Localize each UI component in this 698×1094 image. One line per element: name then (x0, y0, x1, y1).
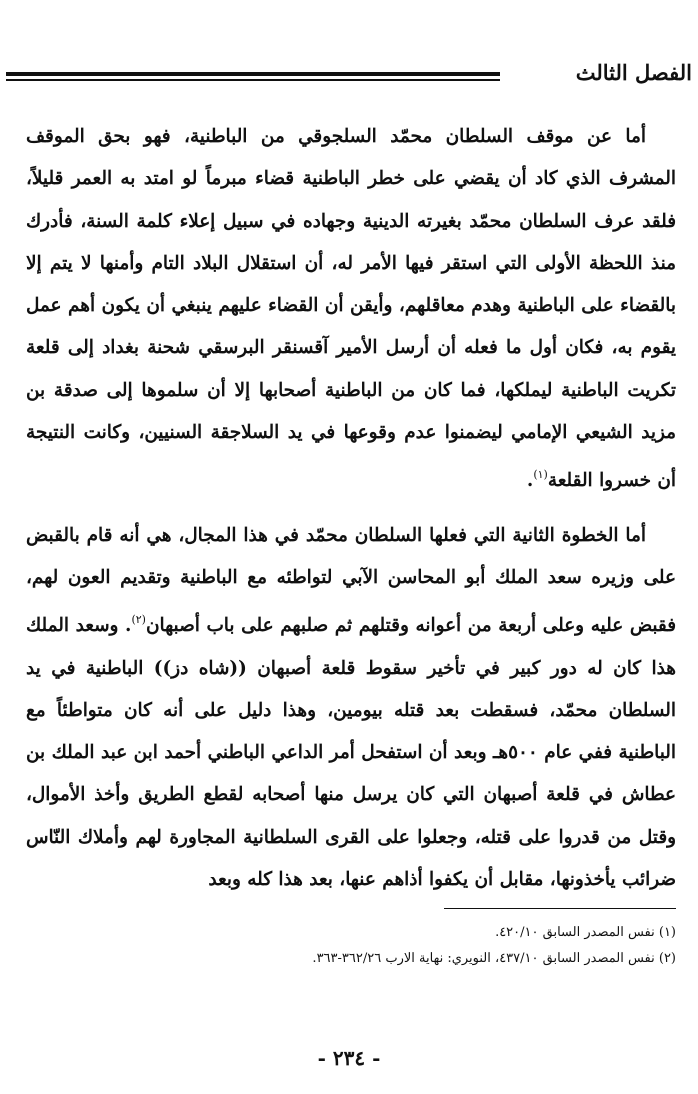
footnote-separator (444, 908, 676, 909)
header-rule-thick (6, 72, 500, 76)
page-number: - ٢٣٤ - (317, 1046, 381, 1070)
body-text (26, 116, 676, 901)
page-header (6, 58, 692, 94)
footnote-ref-1[interactable]: (١) (533, 468, 548, 482)
paragraph-1-text: أما عن موقف السلطان محمّد السلجوقي من الباطنية، فهو بحق الموقف المشرف الذي كاد أن يقضي على خطر الباطنية قضاء مبرماً لو امتد به العمر قليلاً، فلقد عرف السلطان محمّد بغيرته الدينية وجهاده في سبيل إعلاء كلمة السنة، فأدرك منذ اللحظة الأولى التي استقر فيها الأمر له، أن استقلال البلاد التام وأمنها لا يتم إلا بالقضاء على الباطنية وهدم معاقلهم، وأيقن أن القضاء عليهم ينبغي أن يكون أهم عمل يقوم به، فكان أول ما فعله أن أرسل الأمير آقسنقر البرسقي شحنة بغداد إلى قلعة تكريت الباطنية ليملكها، فما كان من الباطنية أصحابها إلا أن سلموها إلى صدقة بن مزيد الشيعي الإمامي ليضمنوا عدم وقوعها في يد السلاجقة السنيين، وكانت النتيجة أن خسروا القلعة (26, 126, 676, 492)
paragraph-2-text: أما الخطوة الثانية التي فعلها السلطان محمّد في هذا المجال، هي أنه قام بالقبض على وزيره سعد الملك أبو المحاسن الآبي لتواطئه مع الباطنية وتقديم العون لهم، فقبض عليه وعلى أربعة من أعوانه وقتلهم ثم صلبهم على باب أصبهان (26, 524, 676, 637)
paragraph-2 (26, 515, 676, 902)
header-double-rule (6, 72, 500, 84)
paragraph-2-end: . وسعد الملك هذا كان له دور كبير في تأخير سقوط قلعة أصبهان ((شاه دز)) الباطنية في يد السلطان محمّد، فسقطت بعد قتله بيومين، وهذا دليل على أنه كان متواطئاً مع الباطنية ففي عام ٥٠٠هـ وبعد أن استفحل أمر الداعي الباطني أحمد ابن عبد الملك بن عطاش في قلعة أصبهان التي كان يرسل منها أصحابه لقطع الطريق وأخذ الأموال، وقتل من قدروا على قتله، وجعلوا على القرى السلطانية المجاورة لهم وأملاك النّاس ضرائب يأخذونها، مقابل أن يكفوا أذاهم عنها، بعد هذا كله وبعد (26, 615, 677, 891)
footnote-2: (٢) نفس المصدر السابق ٤٣٧/١٠، النويري: نهاية الارب ٣٦٢/٢٦-٣٦٣. (312, 951, 676, 966)
header-rule-thin (6, 79, 500, 81)
chapter-title: الفصل الثالث (575, 60, 692, 85)
footnotes (26, 920, 676, 972)
paragraph-1 (26, 116, 676, 503)
footnote-1: (١) نفس المصدر السابق ٤٢٠/١٠. (495, 925, 676, 940)
footnote-ref-2[interactable]: (٢) (131, 613, 146, 627)
paragraph-1-end: . (526, 470, 534, 492)
